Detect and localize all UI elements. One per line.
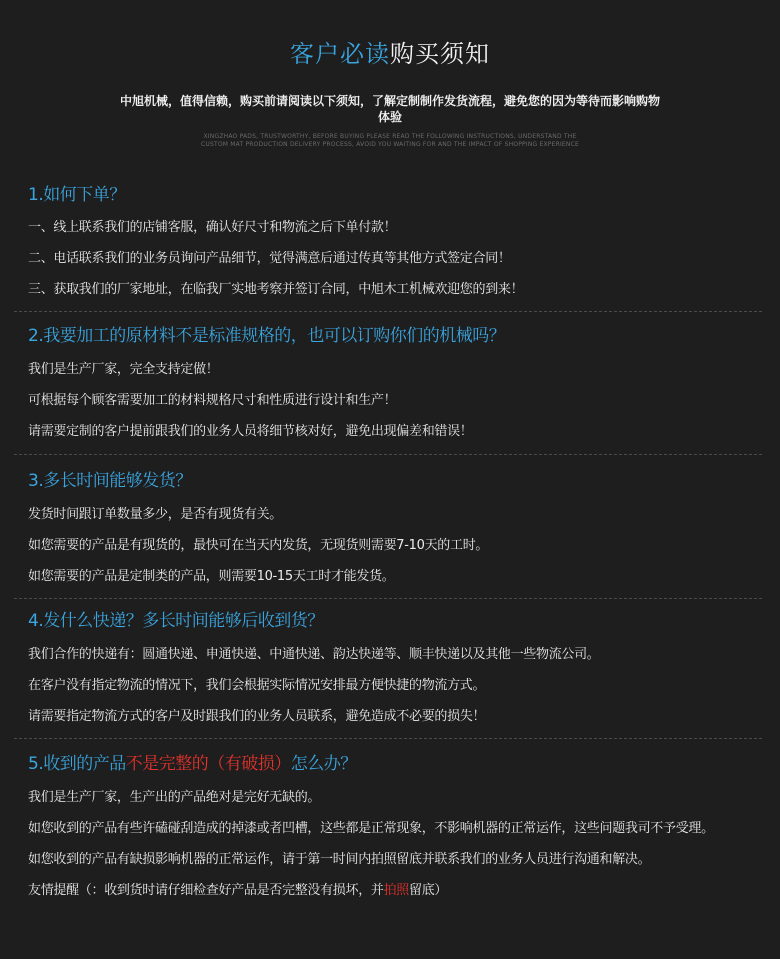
divider xyxy=(14,454,762,455)
section-how-to-order xyxy=(14,182,762,305)
title-accent: 客户必读 xyxy=(290,40,390,68)
section-line: 如您需要的产品是定制类的产品，则需要10-15天工时才能发货。 xyxy=(28,569,395,584)
section-line: 可根据每个顾客需要加工的材料规格尺寸和性质进行设计和生产！ xyxy=(28,393,397,408)
section-heading: 3.多长时间能够发货？ xyxy=(28,471,192,491)
section-custom-material xyxy=(14,322,762,447)
section-line: 一、线上联系我们的店铺客服，确认好尺寸和物流之后下单付款！ xyxy=(28,220,397,235)
section-courier xyxy=(14,607,762,732)
section-heading: 4.发什么快递？多长时间能够后收到货？ xyxy=(28,611,324,631)
section-line: 我们合作的快递有：圆通快递、申通快递、中通快递、韵达快递等、顺丰快递以及其他一些物流公司。 xyxy=(28,647,600,662)
section-heading xyxy=(28,750,762,782)
title-rest: 购买须知 xyxy=(390,40,490,68)
section-heading: 1.如何下单？ xyxy=(28,185,126,205)
tip-part: 友情提醒（：收到货时请仔细检查好产品是否完整没有损坏，并 xyxy=(28,883,384,898)
page-title xyxy=(0,34,780,69)
section-line: 如您收到的产品有些许磕碰刮造成的掉漆或者凹槽，这些都是正常现象，不影响机器的正常运作，这些问题我司不予受理。 xyxy=(28,821,714,836)
page-header xyxy=(0,0,780,149)
tip-part: 留底） xyxy=(409,883,448,898)
subtitle: 中旭机械，值得信赖，购买前请阅读以下须知，了解定制制作发货流程，避免您的因为等待而影响购物体验 xyxy=(120,94,661,124)
section-line: 二、电话联系我们的业务员询问产品细节，觉得满意后通过传真等其他方式签定合同！ xyxy=(28,251,511,266)
section-line: 三、获取我们的厂家地址，在临我厂实地考察并签订合同，中旭木工机械欢迎您的到来！ xyxy=(28,282,524,297)
heading-part: 怎么办？ xyxy=(290,754,357,774)
divider xyxy=(14,311,762,312)
heading-warning: 不是完整的（有破损） xyxy=(125,754,291,774)
section-line: 我们是生产厂家，完全支持定做！ xyxy=(28,362,219,377)
divider xyxy=(14,598,762,599)
section-shipping-time xyxy=(14,467,762,592)
section-line: 请需要定制的客户提前跟我们的业务人员将细节核对好，避免出现偏差和错误！ xyxy=(28,424,473,439)
friendly-tip xyxy=(28,875,762,906)
section-line: 请需要指定物流方式的客户及时跟我们的业务人员联系，避免造成不必要的损失！ xyxy=(28,709,486,724)
section-line: 如您收到的产品有缺损影响机器的正常运作，请于第一时间内拍照留底并联系我们的业务人员进行沟通和解决。 xyxy=(28,852,651,867)
section-line: 我们是生产厂家，生产出的产品绝对是完好无缺的。 xyxy=(28,790,321,805)
section-damaged-product xyxy=(14,750,762,906)
divider xyxy=(14,738,762,739)
tip-warning: 拍照 xyxy=(383,883,410,898)
english-subtitle: XINGZHAO PADS, TRUSTWORTHY, BEFORE BUYING PLEASE READ THE FOLLOWING INSTRUCTIONS, UNDERSTAND THE CUSTOM MAT PRODUCTION DELIVERY PROCESS, AVOID YOU WAITING FOR AND THE IMPACT OF SHOPPING EXPERIENCE xyxy=(201,133,579,148)
section-heading: 2.我要加工的原材料不是标准规格的，也可以订购你们的机械吗？ xyxy=(28,326,506,346)
section-line: 如您需要的产品是有现货的，最快可在当天内发货，无现货则需要7-10天的工时。 xyxy=(28,538,489,553)
heading-part: 5.收到的产品 xyxy=(28,754,126,774)
section-line: 在客户没有指定物流的情况下，我们会根据实际情况安排最方便快捷的物流方式。 xyxy=(28,678,486,693)
section-line: 发货时间跟订单数量多少，是否有现货有关。 xyxy=(28,507,283,522)
